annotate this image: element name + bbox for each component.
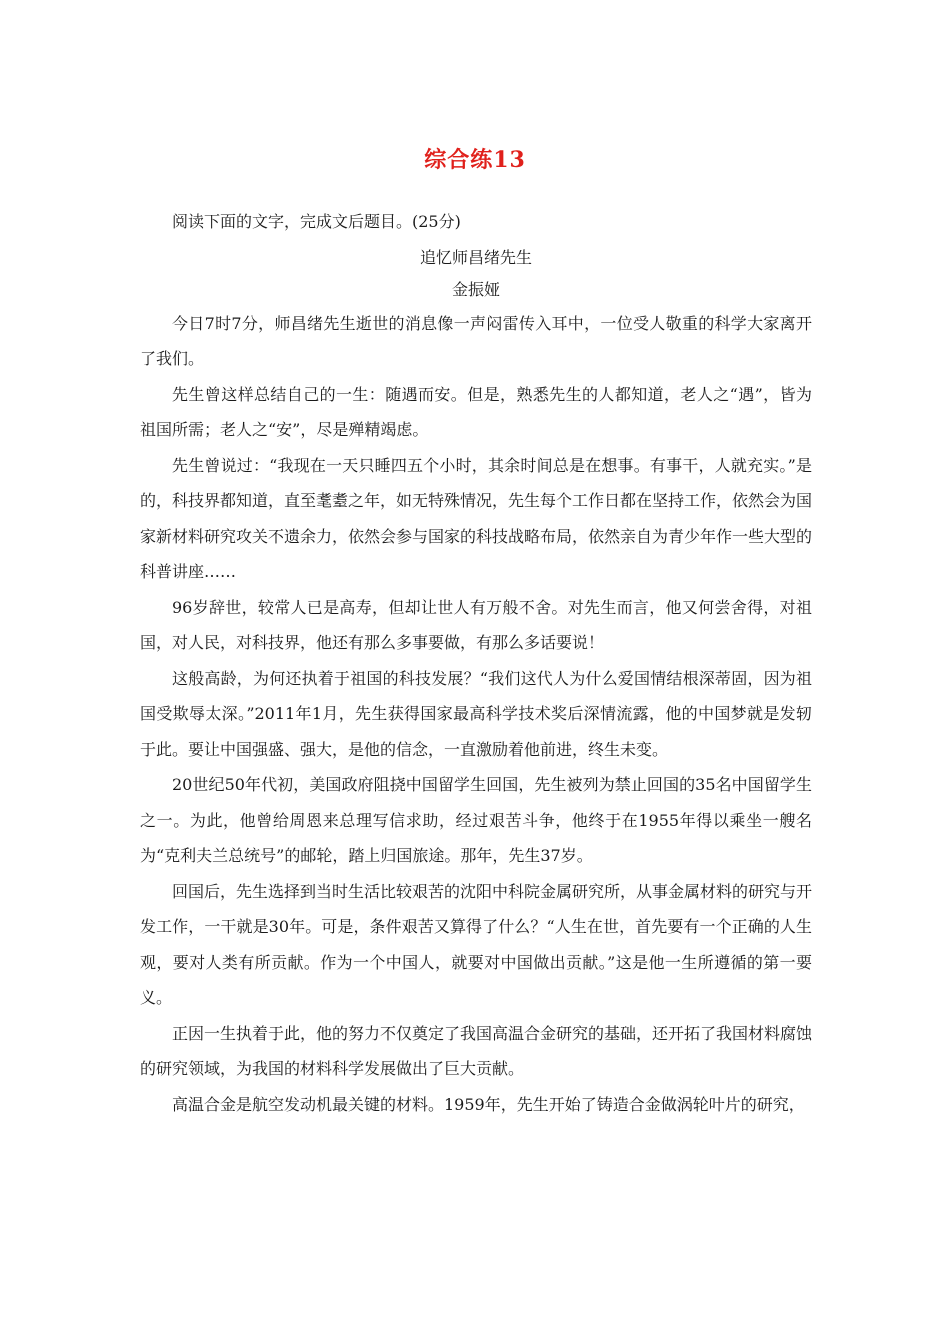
page-title: 综合练13 (424, 147, 526, 173)
article-author: 金振娅 (451, 279, 500, 299)
exercise-instruction: 阅读下面的文字，完成文后题目。(25分) (172, 212, 461, 231)
article-paragraph: 回国后，先生选择到当时生活比较艰苦的沈阳中科院金属研究所，从事金属材料的研究与开发工作，一干就是30年。可是，条件艰苦又算得了什么？“人生在世，首先要有一个正确的人生观，要对人类有所贡献。作为一个中国人，就要对中国做出贡献。”这是他一生所遵循的第一要义。 (140, 881, 813, 1007)
article-paragraph: 今日7时7分，师昌绪先生逝世的消息像一声闷雷传入耳中，一位受人敬重的科学大家离开了我们。 (140, 313, 812, 368)
article-paragraph: 正因一生执着于此，他的努力不仅奠定了我国高温合金研究的基础，还开拓了我国材料腐蚀的研究领域，为我国的材料科学发展做出了巨大贡献。 (140, 1023, 813, 1078)
article-paragraph: 96岁辞世，较常人已是高寿，但却让世人有万般不舍。对先生而言，他又何尝舍得，对祖国，对人民，对科技界，他还有那么多事要做，有那么多话要说！ (140, 597, 812, 652)
article-paragraph: 这般高龄，为何还执着于祖国的科技发展？“我们这代人为什么爱国情结根深蒂固，因为祖国受欺辱太深。”2011年1月，先生获得国家最高科学技术奖后深情流露，他的中国梦就是发轫于此。要让中国强盛、强大，是他的信念，一直激励着他前进，终生未变。 (140, 668, 812, 759)
document-body (140, 204, 812, 1122)
article-paragraph: 20世纪50年代初，美国政府阻挠中国留学生回国，先生被列为禁止回国的35名中国留学生之一。为此，他曾给周恩来总理写信求助，经过艰苦斗争，他终于在1955年得以乘坐一艘名为“克利夫兰总统号”的邮轮，踏上归国旅途。那年，先生37岁。 (140, 775, 812, 865)
article-paragraph: 高温合金是航空发动机最关键的材料。1959年，先生开始了铸造合金做涡轮叶片的研究， (172, 1094, 805, 1114)
article-paragraph: 先生曾这样总结自己的一生：随遇而安。但是，熟悉先生的人都知道，老人之“遇”，皆为祖国所需；老人之“安”，尽是殚精竭虑。 (140, 384, 812, 439)
article-heading: 追忆师昌绪先生 (419, 247, 532, 267)
article-paragraph: 先生曾说过：“我现在一天只睡四五个小时，其余时间总是在想事。有事干，人就充实。”是的，科技界都知道，直至耄耋之年，如无特殊情况，先生每个工作日都在坚持工作，依然会为国家新材料研究攻关不遗余力，依然会参与国家的科技战略布局，依然亲自为青少年作一些大型的科普讲座…… (140, 455, 813, 581)
